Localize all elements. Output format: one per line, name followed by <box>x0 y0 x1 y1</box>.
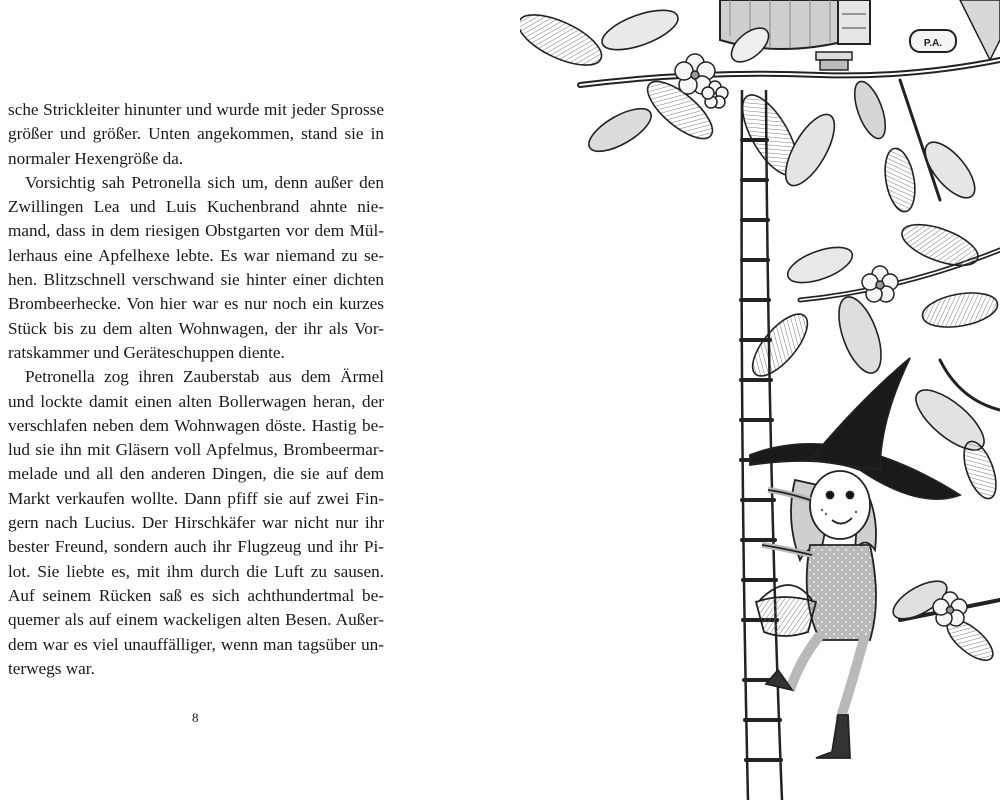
text-line: quemer als auf einem wackeligen alten Besen. Außer- <box>8 610 384 630</box>
text-line: dem war es viel unauffälliger, wenn man tagsüber un- <box>8 634 384 654</box>
text-line: lot. Sie liebte es, mit ihm durch die Luft zu sausen. <box>8 561 384 581</box>
text-line: melade und all den anderen Dingen, die sie auf dem <box>8 464 384 484</box>
text-line: Vorsichtig sah Petronella sich um, denn außer den <box>25 172 384 192</box>
text-line: sche Strickleiter hinunter und wurde mit jeder Sprosse <box>8 100 384 119</box>
text-line: terwegs war. <box>8 658 95 678</box>
text-line: verschlafen neben dem Wohnwagen döste. Hastig be- <box>8 415 384 435</box>
text-line: bester Freund, sondern auch ihr Flugzeug und ihr Pi- <box>8 537 384 557</box>
text-line: mand, dass in dem riesigen Obstgarten vor dem Mül- <box>8 221 384 241</box>
text-line: normaler Hexengröße da. <box>8 148 184 168</box>
text-line: hen. Blitzschnell verschwand sie hinter einer dichten <box>8 270 384 290</box>
text-line: ratskammer und Geräteschuppen diente. <box>8 342 285 362</box>
witch-ladder-illustration <box>520 0 1000 800</box>
text-line: Zwillingen Lea und Luis Kuchenbrand ahnte nie- <box>8 197 384 217</box>
text-line: Petronella zog ihren Zauberstab aus dem Ärmel <box>25 367 384 387</box>
svg-text:P.A.: P.A. <box>923 38 943 49</box>
body-text <box>8 98 384 681</box>
text-line: größer und größer. Unten angekommen, stand sie in <box>8 124 384 144</box>
text-line: lerhaus eine Apfelhexe lebte. Es war niemand zu se- <box>8 245 384 265</box>
page-number: 8 <box>192 710 199 725</box>
text-line: gern nach Lucius. Der Hirschkäfer war nicht nur ihr <box>8 513 384 533</box>
text-line: Brombeerhecke. Von hier war es nur noch ein kurzes <box>8 294 384 314</box>
rope-ladder <box>741 90 782 800</box>
text-line: lud sie ihn mit Gläsern voll Apfelmus, Brombeermar- <box>8 440 384 460</box>
leaves <box>520 2 1000 667</box>
text-line: Stück bis zu dem alten Wohnwagen, der ihr als Vor- <box>8 318 384 338</box>
right-page <box>520 0 1000 800</box>
mailbox <box>910 30 956 52</box>
text-line: Auf seinem Rücken saß es sich achthundertmal be- <box>8 585 384 605</box>
text-line: und lockte damit einen alten Bollerwagen heran, der <box>8 391 384 411</box>
text-line: Markt verkaufen wollte. Dann pfiff sie auf zwei Fin- <box>8 488 384 508</box>
